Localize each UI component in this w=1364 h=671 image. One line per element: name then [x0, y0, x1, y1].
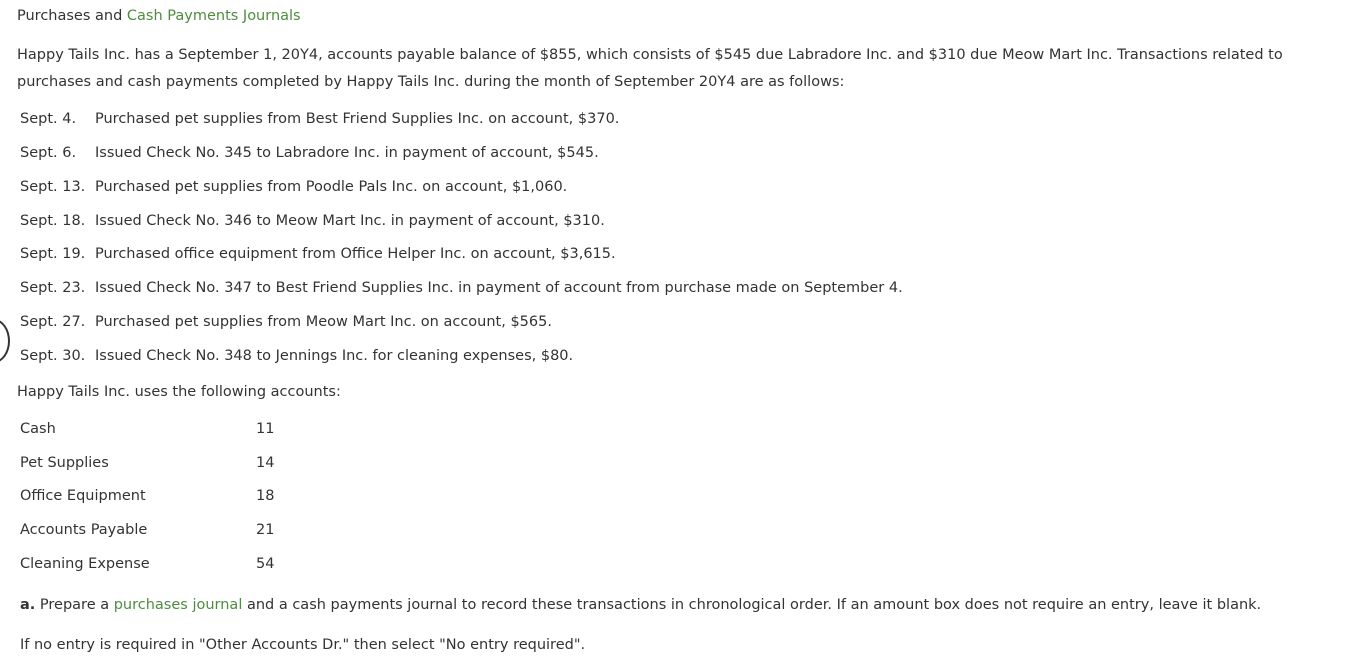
account-number: 54 [256, 556, 275, 572]
title-prefix: Purchases and [17, 8, 127, 24]
transaction-date: Sept. 19. [20, 246, 86, 262]
account-name: Accounts Payable [20, 522, 148, 538]
transaction-description: Issued Check No. 345 to Labradore Inc. in payment of account, $545. [95, 145, 599, 161]
transaction-date: Sept. 27. [20, 314, 86, 330]
side-circle-icon[interactable] [0, 319, 10, 363]
no-entry-note: If no entry is required in "Other Accounts Dr." then select "No entry required". [20, 637, 586, 653]
transaction-date: Sept. 23. [20, 280, 86, 296]
transaction-description: Issued Check No. 346 to Meow Mart Inc. in payment of account, $310. [95, 213, 605, 229]
intro-paragraph: Happy Tails Inc. has a September 1, 20Y4, accounts payable balance of $855, which consists of $545 due Labradore Inc. and $310 due Meow Mart Inc. Transactions related to purchases and cash payments completed by Happy Tails Inc. during the month of September 20Y4 are as follows: [17, 47, 1283, 90]
transaction-date: Sept. 4. [20, 111, 77, 127]
account-number: 14 [256, 455, 275, 471]
part-a-instructions [20, 595, 1261, 615]
account-row [20, 453, 320, 473]
transaction-description: Purchased pet supplies from Best Friend Supplies Inc. on account, $370. [95, 111, 620, 127]
account-number: 21 [256, 522, 275, 538]
account-name: Cleaning Expense [20, 556, 150, 572]
part-a-text-after: and a cash payments journal to record these transactions in chronological order. If an amount box does not require an entry, leave it blank. [242, 597, 1262, 613]
transaction-date: Sept. 13. [20, 179, 86, 195]
purchases-journal-link[interactable]: purchases journal [113, 597, 243, 613]
account-row [20, 520, 320, 540]
account-row [20, 486, 320, 506]
account-number: 18 [256, 488, 275, 504]
account-name: Office Equipment [20, 488, 146, 504]
accounts-intro: Happy Tails Inc. uses the following accounts: [17, 384, 341, 400]
account-name: Cash [20, 421, 56, 437]
transaction-description: Purchased pet supplies from Poodle Pals Inc. on account, $1,060. [95, 179, 568, 195]
transaction-description: Issued Check No. 348 to Jennings Inc. for cleaning expenses, $80. [95, 348, 574, 364]
part-a-text-before: Prepare a [35, 597, 114, 613]
account-name: Pet Supplies [20, 455, 109, 471]
transaction-date: Sept. 18. [20, 213, 86, 229]
account-row [20, 554, 320, 574]
part-a-label: a. [20, 597, 36, 613]
cash-payments-journals-link[interactable]: Cash Payments Journals [126, 8, 301, 24]
page-title [17, 7, 301, 25]
account-number: 11 [256, 421, 275, 437]
transaction-date: Sept. 6. [20, 145, 77, 161]
transaction-description: Issued Check No. 347 to Best Friend Supplies Inc. in payment of account from purchase made on September 4. [95, 280, 903, 296]
transaction-description: Purchased office equipment from Office Helper Inc. on account, $3,615. [95, 246, 616, 262]
transaction-date: Sept. 30. [20, 348, 86, 364]
account-row [20, 419, 320, 439]
transaction-description: Purchased pet supplies from Meow Mart Inc. on account, $565. [95, 314, 552, 330]
